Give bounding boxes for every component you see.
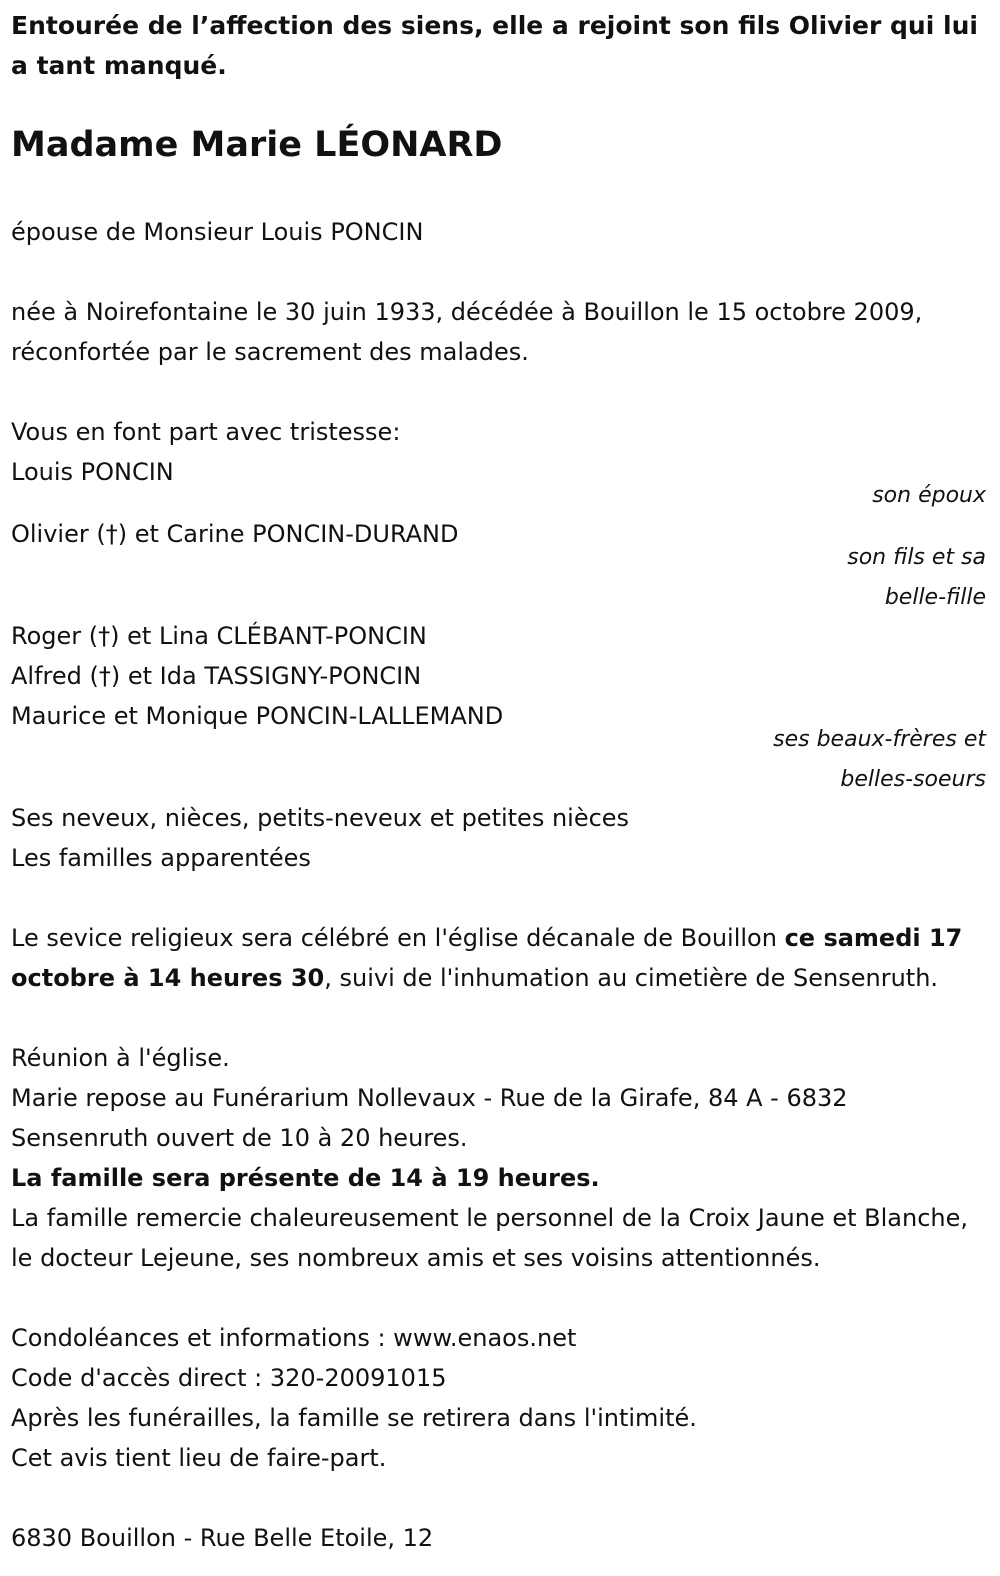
- service-date: ce samedi 17 octobre à 14 heures 30: [11, 924, 963, 992]
- after-funeral-text: Après les funérailles, la famille se retirera dans l'intimité.: [11, 1404, 697, 1432]
- family-member-1: Louis PONCIN: [11, 458, 174, 486]
- family-relation-2b: belle-fille: [884, 585, 986, 610]
- spouse-line: épouse de Monsieur Louis PONCIN: [11, 218, 424, 246]
- address-text: 6830 Bouillon - Rue Belle Etoile, 12: [11, 1524, 434, 1552]
- family-member-5: Maurice et Monique PONCIN-LALLEMAND: [11, 702, 504, 730]
- notice-text: Cet avis tient lieu de faire-part.: [11, 1444, 387, 1472]
- family-presence-text: La famille sera présente de 14 à 19 heures.: [11, 1164, 600, 1192]
- service-text-before: Le sevice religieux sera célébré en l'église décanale de Bouillon: [11, 924, 785, 952]
- family-member-2: Olivier (†) et Carine PONCIN-DURAND: [11, 520, 459, 548]
- funerarium-text: Marie repose au Funérarium Nollevaux - Rue de la Girafe, 84 A - 6832 Sensenruth ouvert de 10 à 20 heures.: [11, 1084, 848, 1152]
- family-member-4: Alfred (†) et Ida TASSIGNY-PONCIN: [11, 662, 422, 690]
- intro-text: Entourée de l’affection des siens, elle a rejoint son fils Olivier qui lui a tant manqué.: [11, 11, 978, 80]
- service-text: [11, 918, 986, 998]
- family-member-3: Roger (†) et Lina CLÉBANT-PONCIN: [11, 622, 427, 650]
- family-relation-1: son époux: [872, 483, 986, 508]
- family-relation-2a: son fils et sa: [847, 545, 986, 570]
- deceased-name: Madame Marie LÉONARD: [11, 125, 503, 165]
- condolences-text: Condoléances et informations : www.enaos.net: [11, 1324, 577, 1352]
- birth-death-text: née à Noirefontaine le 30 juin 1933, décédée à Bouillon le 15 octobre 2009, réconfortée par le sacrement des malades.: [11, 298, 923, 366]
- family-relation-5a: ses beaux-frères et: [773, 727, 986, 752]
- thanks-text: La famille remercie chaleureusement le personnel de la Croix Jaune et Blanche, le docteur Lejeune, ses nombreux amis et ses voisins attentionnés.: [11, 1204, 968, 1272]
- extended-family-1: Ses neveux, nièces, petits-neveux et petites nièces: [11, 804, 630, 832]
- announce-heading: Vous en font part avec tristesse:: [11, 418, 401, 446]
- extended-family-2: Les familles apparentées: [11, 844, 311, 872]
- family-relation-5b: belles-soeurs: [840, 767, 986, 792]
- service-text-after: , suivi de l'inhumation au cimetière de Sensenruth.: [324, 964, 939, 992]
- meeting-text: Réunion à l'église.: [11, 1044, 230, 1072]
- access-code-text: Code d'accès direct : 320-20091015: [11, 1364, 447, 1392]
